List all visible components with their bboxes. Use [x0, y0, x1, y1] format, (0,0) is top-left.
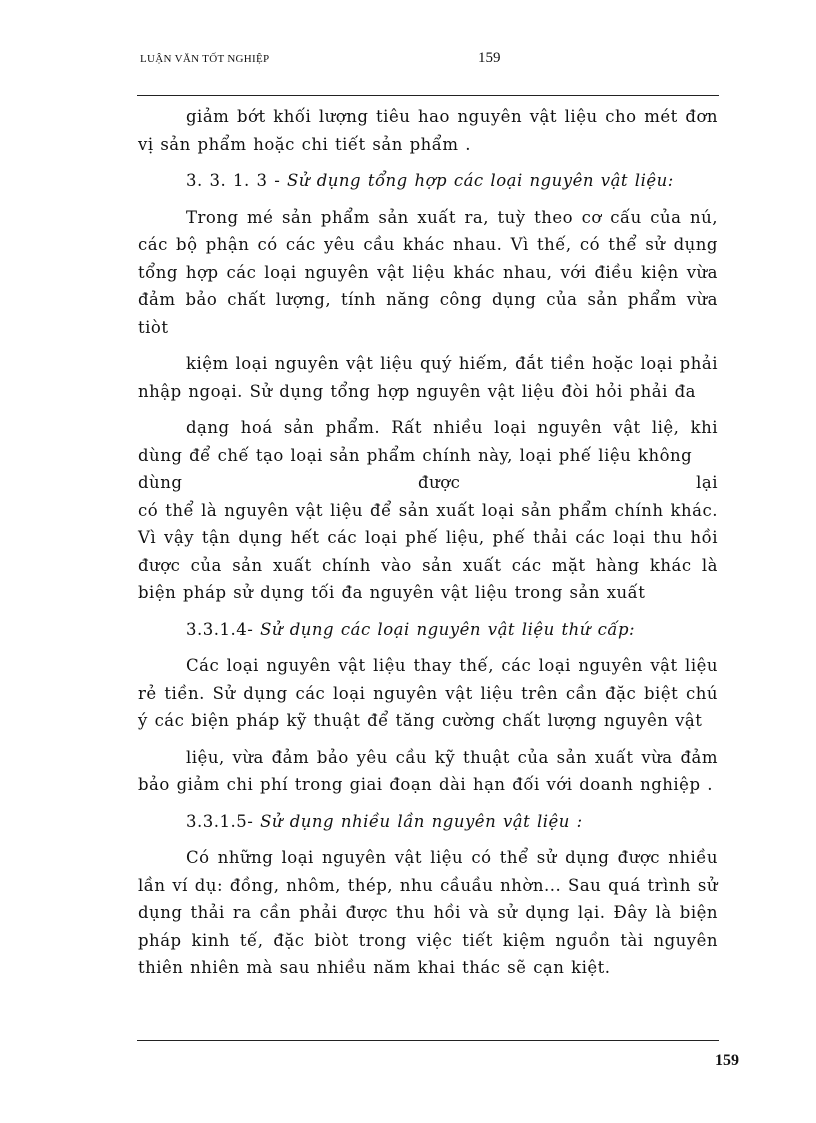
paragraph: Trong mé sản phẩm sản xuất ra, tuỳ theo cơ cấu của nú, các bộ phận có các yêu cầu khác nhau. Vì thế, có thể sử dụng tổng hợp các loại nguyên vật liệu khác nhau, với điều kiện vừa đảm bảo chất lượng, tính năng công dụng của sản phẩm vừa tiòt — [138, 207, 718, 337]
paragraph: liệu, vừa đảm bảo yêu cầu kỹ thuật của sản xuất vừa đảm bảo giảm chi phí trong giai đoạn dài hạn đối với doanh nghiệp . — [138, 747, 718, 794]
paragraph: Có những loại nguyên vật liệu có thể sử dụng được nhiều lần ví dụ: đồng, nhôm, thép, nhu cầuầu nhờn... Sau quá trình sử dụng thải ra cần phải được thu hồi và sử dụng lại. Đây là biện pháp kinh tế, đặc biòt trong việc tiết kiệm nguồn tài nguyên thiên nhiên mà sau nhiều năm khai thác sẽ cạn kiệt. — [138, 848, 718, 977]
page-body — [138, 103, 718, 982]
paragraph: kiệm loại nguyên vật liệu quý hiếm, đắt tiền hoặc loại phải nhập ngoại. Sử dụng tổng hợp nguyên vật liệu đòi hỏi phải đa — [138, 354, 718, 401]
header-page-number: 159 — [478, 50, 501, 66]
footer-page-number: 159 — [715, 1052, 739, 1069]
section-heading-3-3-1-3 — [138, 167, 718, 195]
paragraph-spread-line: dùng được lại — [138, 473, 718, 492]
footer-rule — [137, 1040, 719, 1041]
section-number: 3.3.1.4- — [186, 619, 254, 639]
section-title: Sử dụng nhiều lần nguyên vật liệu : — [260, 811, 583, 831]
section-title: Sử dụng tổng hợp các loại nguyên vật liệu: — [287, 171, 674, 190]
paragraph-continuation: giảm bớt khối lượng tiêu hao nguyên vật liệu cho mét đơn vị sản phẩm hoặc chi tiết sản phẩm . — [138, 107, 718, 154]
running-header-title: LUẬN VĂN TỐT NGHIỆP — [140, 53, 270, 65]
section-title: Sử dụng các loại nguyên vật liệu thứ cấp: — [260, 619, 636, 639]
paragraph: có thể là nguyên vật liệu để sản xuất loại sản phẩm chính khác. Vì vậy tận dụng hết các loại phế liệu, phế thải các loại thu hồi được của sản xuất chính vào sản xuất các mặt hàng khác là biện pháp sử dụng tối đa nguyên vật liệu trong sản xuất — [138, 500, 718, 602]
header-rule — [137, 95, 719, 96]
paragraph: Các loại nguyên vật liệu thay thế, các loại nguyên vật liệu rẻ tiền. Sử dụng các loại nguyên vật liệu trên cần đặc biệt chú ý các biện pháp kỹ thuật để tăng cường chất lượng nguyên vật — [138, 656, 718, 730]
section-heading-3-3-1-5 — [138, 808, 718, 836]
paragraph: dạng hoá sản phẩm. Rất nhiều loại nguyên vật liệ, khi dùng để chế tạo loại sản phẩm chính này, loại phế liệu không — [138, 418, 718, 465]
section-number: 3. 3. 1. 3 - — [186, 171, 281, 190]
section-heading-3-3-1-4 — [138, 616, 718, 644]
section-number: 3.3.1.5- — [186, 811, 254, 831]
